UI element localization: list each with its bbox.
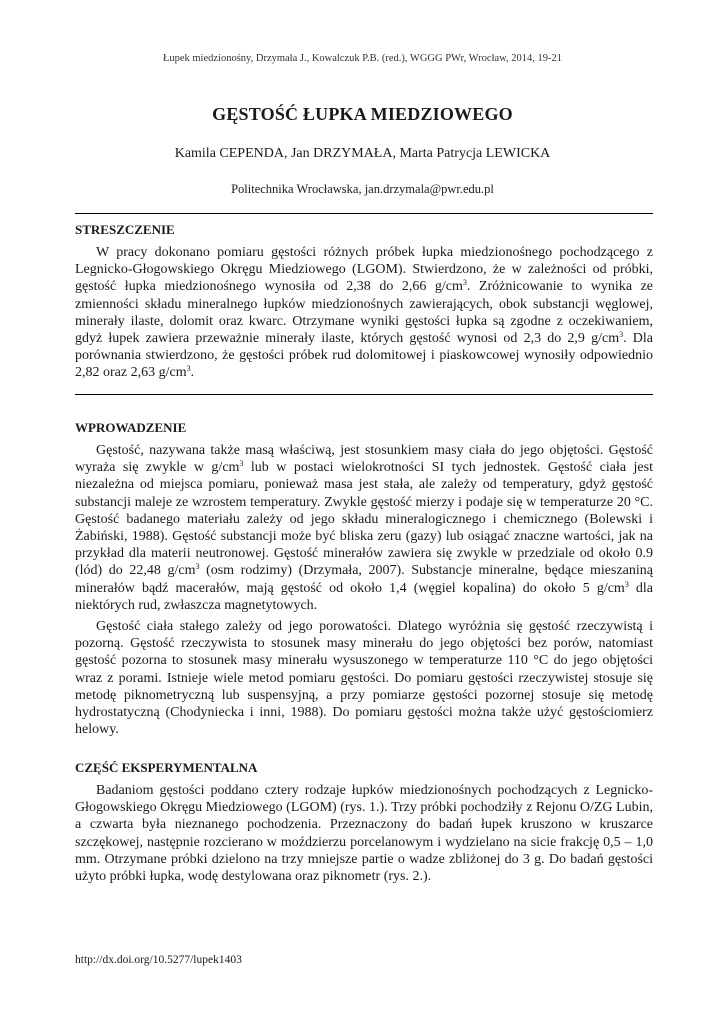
- abstract-bottom-rule: [75, 394, 653, 395]
- paper-title: GĘSTOŚĆ ŁUPKA MIEDZIOWEGO: [212, 104, 513, 124]
- abstract-heading: STRESZCZENIE: [75, 222, 175, 237]
- experimental-paragraph-1: Badaniom gęstości poddano cztery rodzaje łupków miedzionośnych pochodzących z Legnicko-Głogowskiego Okręgu Miedziowego (LGOM) (rys. 1.). Trzy próbki pochodziły z Rejonu O/ZG Lubin, a czwarta była nieznanego pochodzenia. Przeznaczony do badań łupek kruszono w kruszarce szczękowej, następnie rozcierano w moździerzu porcelanowym i wydzielano na sicie frakcję 0,5 – 1,0 mm. Otrzymane próbki dzielono na trzy mniejsze partie o wadze zbliżonej do 3 g. Do badań gęstości użyto próbki łupka, wodę destylowana oraz piknometr (rys. 2.).: [75, 783, 653, 885]
- doi-link[interactable]: http://dx.doi.org/10.5277/lupek1403: [75, 954, 242, 966]
- running-header: Łupek miedzionośny, Drzymała J., Kowalczuk P.B. (red.), WGGG PWr, Wrocław, 2014, 19-21: [162, 53, 563, 64]
- top-rule: [75, 213, 653, 214]
- intro-paragraph-2: Gęstość ciała stałego zależy od jego porowatości. Dlatego wyróżnia się gęstość rzeczywistą i pozorną. Gęstość rzeczywista to stosunek masy minerału do jego objętości bez porów, natomiast gęstość pozorna to stosunek masy minerału wysuszonego w temperaturze 110 °C do jego objętości wraz z porami. Istnieje wiele metod pomiaru gęstości. Do pomiaru gęstości rzeczywistej stosuje się metodę piknometryczną lub suspensyjną, a przy pomiarze gęstości pozornej stosuje się metodę hydrostatyczną (Chodyniecka i inni, 1988). Do pomiaru gęstości można także użyć gęstościomierz helowy.: [75, 619, 653, 738]
- authors: Kamila CEPENDA, Jan DRZYMAŁA, Marta Patrycja LEWICKA: [174, 146, 551, 161]
- intro-paragraph-1: Gęstość, nazywana także masą właściwą, jest stosunkiem masy ciała do jego objętości. Gęstość wyraża się zwykle w $g/cm^3$ lub w postaci wielokrotności SI tych jednostek. Gęstość ciała jest niezależna od miejsca pomiaru, ponieważ masa jest stała, ale zależy od temperatury, gdyż gęstość substancji maleje ze wzrostem temperatury. Zwykle gęstość mierzy i podaje się w temperaturze 20 °C. Gęstość badanego materiału zależy od jego składu mineralogicznego i chemicznego (Bolewski i Żabiński, 1988). Gęstość substancji może być bliska zeru (gazy) lub osiągać znaczne wartości, jak na przykład dla materii neutronowej. Gęstość minerałów zawiera się zwykle w przedziale od około 0.9 (lód) do 22,48 $g/cm^3$ (osm rodzimy) (Drzymała, 2007). Substancje mineralne, będące mieszaniną minerałów bądź macerałów, mają gęstość od około 1,4 (węgiel kopalina) do około 5 $g/cm^3$ dla niektórych rud, zwłaszcza magnetytowych.: [75, 443, 653, 613]
- affiliation: Politechnika Wrocławska, jan.drzymala@pwr.edu.pl: [231, 182, 494, 196]
- experimental-heading: CZĘŚĆ EKSPERYMENTALNA: [75, 760, 258, 775]
- intro-heading: WPROWADZENIE: [75, 420, 187, 435]
- abstract-paragraph: W pracy dokonano pomiaru gęstości różnych próbek łupka miedzionośnego pochodzącego z Legnicko-Głogowskiego Okręgu Miedziowego (LGOM). Stwierdzono, że w zależności od próbki, gęstość łupka miedzionośnego wynosiła od 2,38 do 2,66 $g/cm^3$. Zróżnicowanie to wynika ze zmienności składu mineralnego łupków miedzionośnych zawierających, obok substancji węglowej, minerały ilaste, dolomit oraz kwarc. Otrzymane wyniki gęstości łupka są zgodne z oczekiwaniem, gdyż łupek zawiera przeważnie minerały ilaste, których gęstość wynosi od 2,3 do 2,9 $g/cm^3$. Dla porównania stwierdzono, że gęstości próbek rud dolomitowej i piaskowcowej wynosiły odpowiednio 2,82 oraz 2,63 $g/cm^3$.: [75, 245, 654, 381]
